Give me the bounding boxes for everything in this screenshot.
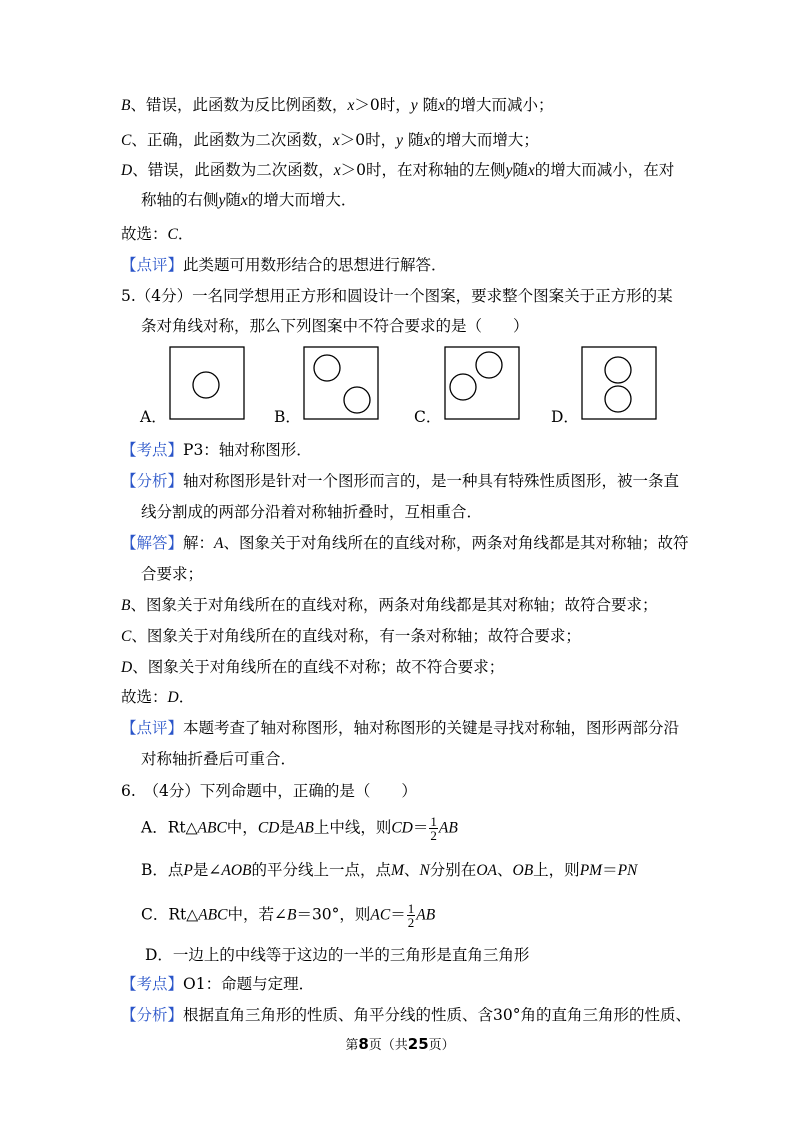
text: 是∠ bbox=[192, 861, 222, 879]
text: ＞0时，在对称轴的左侧 bbox=[340, 161, 506, 179]
analysis-tag: 【分析】 bbox=[121, 1006, 184, 1024]
text: 、错误，此函数为二次函数， bbox=[132, 161, 334, 179]
text: 上中线，则 bbox=[313, 818, 392, 837]
var-x: x bbox=[347, 97, 355, 114]
question-6-option-c bbox=[141, 902, 435, 929]
total-pages: 25 bbox=[407, 1035, 429, 1053]
comment-tag: 【点评】 bbox=[121, 256, 184, 274]
math: ABC bbox=[197, 819, 227, 837]
option-letter: B bbox=[121, 97, 131, 114]
analysis-2-line bbox=[121, 1004, 691, 1026]
fraction-one-half bbox=[429, 815, 438, 842]
denominator: 2 bbox=[407, 915, 415, 930]
solution-tag: 【解答】 bbox=[121, 534, 184, 552]
knowledge-tag: 【考点】 bbox=[121, 975, 184, 993]
circle bbox=[193, 372, 219, 398]
var-y: y bbox=[505, 162, 513, 179]
footer-text: 页（共 bbox=[368, 1038, 408, 1053]
knowledge-text: P3：轴对称图形． bbox=[183, 441, 312, 459]
text: ＞0时， bbox=[339, 131, 397, 149]
text: 的增大而增大． bbox=[247, 191, 357, 209]
text: 、 bbox=[496, 861, 513, 879]
knowledge-text: O1：命题与定理． bbox=[183, 975, 315, 993]
text: A．Rt△ bbox=[141, 818, 198, 837]
circle bbox=[476, 352, 502, 378]
var-y: y bbox=[396, 132, 404, 149]
text: 、错误，此函数为反比例函数， bbox=[130, 96, 348, 114]
comment-2-line-1 bbox=[121, 717, 679, 739]
text: ＞0时， bbox=[354, 96, 411, 114]
option-letter: D bbox=[121, 162, 133, 179]
choice-letter: C bbox=[167, 226, 178, 243]
fraction-one-half bbox=[407, 902, 416, 929]
square bbox=[445, 347, 519, 419]
question-5-line-1: 5.（4分）一名同学想用正方形和圆设计一个图案，要求整个图案关于正方形的某 bbox=[121, 287, 673, 305]
solution-line-1 bbox=[121, 532, 689, 555]
square bbox=[170, 347, 244, 419]
text: 、图象关于对角线所在的直线对称，有一条对称轴；故符合要求； bbox=[131, 627, 581, 645]
figure-a bbox=[168, 345, 248, 421]
math: AOB bbox=[221, 862, 252, 879]
option-letter: D bbox=[121, 659, 133, 676]
comment-2-line-2: 对称轴折叠后可重合． bbox=[141, 750, 297, 768]
math: B bbox=[286, 906, 297, 924]
math: AB bbox=[416, 906, 436, 924]
text: 中， bbox=[226, 818, 258, 837]
math: AB bbox=[294, 819, 314, 837]
math: ABC bbox=[198, 906, 228, 924]
figure-d bbox=[580, 345, 660, 421]
math: CD bbox=[391, 819, 413, 837]
var-x: x bbox=[333, 162, 341, 179]
analysis-text: 轴对称图形是针对一个图形而言的，是一种具有特殊性质图形，被一条直 bbox=[183, 472, 680, 490]
math: PN bbox=[617, 862, 638, 879]
text: ． bbox=[177, 225, 194, 243]
numerator: 1 bbox=[407, 901, 415, 916]
text: 、图象关于对角线所在的直线对称，两条对角线都是其对称轴；故符合要求； bbox=[130, 596, 658, 614]
answer-c-line bbox=[121, 129, 539, 152]
analysis-line-1 bbox=[121, 470, 679, 492]
text: C．Rt△ bbox=[141, 905, 199, 924]
knowledge-tag: 【考点】 bbox=[121, 441, 184, 459]
option-c-label: C． bbox=[414, 408, 442, 426]
option-letter: C bbox=[121, 628, 132, 645]
analysis-text: 根据直角三角形的性质、角平分线的性质、含30°角的直角三角形的性质、 bbox=[183, 1006, 691, 1024]
comment-tag: 【点评】 bbox=[121, 719, 184, 737]
text: 称轴的右侧 bbox=[141, 191, 219, 209]
page-number: 8 bbox=[358, 1035, 369, 1053]
text: 随 bbox=[417, 96, 439, 114]
text: 随 bbox=[225, 191, 241, 209]
text: 的增大而增大； bbox=[430, 131, 539, 149]
circle bbox=[314, 355, 340, 381]
text: 、 bbox=[403, 861, 420, 879]
figure-b bbox=[302, 345, 382, 421]
text: 故选： bbox=[121, 225, 168, 243]
text: ＝ bbox=[602, 861, 618, 879]
option-b-label: B． bbox=[274, 408, 301, 426]
var-x: x bbox=[332, 132, 340, 149]
option-letter: B bbox=[121, 597, 131, 614]
solution-c-line bbox=[121, 625, 581, 648]
text: 的增大而减小； bbox=[444, 96, 554, 114]
text: 、图象关于对角线所在的直线对称，两条对角线都是其对称轴；故符 bbox=[223, 534, 689, 552]
knowledge-line bbox=[121, 439, 312, 461]
numerator: 1 bbox=[430, 814, 437, 829]
math: PM bbox=[579, 862, 603, 879]
circle bbox=[344, 387, 370, 413]
math: AC bbox=[370, 906, 391, 924]
text: ＝ bbox=[412, 818, 429, 837]
text: 是 bbox=[279, 818, 295, 837]
comment-text: 本题考查了轴对称图形，轴对称图形的关键是寻找对称轴，图形两部分沿 bbox=[183, 719, 680, 737]
page-footer bbox=[0, 1034, 800, 1053]
text: 的平分线上一点，点 bbox=[251, 861, 392, 879]
figure-c bbox=[443, 345, 523, 421]
text: ． bbox=[178, 688, 195, 706]
circle bbox=[605, 386, 631, 412]
choice-letter: D bbox=[167, 689, 179, 706]
var-y: y bbox=[218, 192, 226, 209]
var-x: x bbox=[240, 192, 248, 209]
option-letter: C bbox=[121, 132, 132, 149]
text: 中，若∠ bbox=[227, 905, 287, 924]
knowledge-line-2 bbox=[121, 973, 314, 995]
var-x: x bbox=[527, 162, 535, 179]
math: P bbox=[183, 862, 193, 879]
circle bbox=[605, 357, 631, 383]
solution-line-2: 合要求； bbox=[141, 565, 204, 583]
footer-text: 第 bbox=[345, 1038, 359, 1053]
question-5-line-2: 条对角线对称，那么下列图案中不符合要求的是（ ） bbox=[141, 317, 529, 335]
text: 故选： bbox=[121, 688, 168, 706]
denominator: 2 bbox=[430, 828, 437, 843]
var-x: x bbox=[423, 132, 431, 149]
answer-d-line bbox=[121, 159, 674, 182]
text: 上，则 bbox=[533, 861, 580, 879]
choice-line-2 bbox=[121, 686, 194, 709]
option-letter: A bbox=[214, 535, 224, 552]
text: ＝30°，则 bbox=[296, 905, 371, 924]
comment-text: 此类题可用数形结合的思想进行解答． bbox=[183, 256, 447, 274]
math: OA bbox=[476, 862, 497, 879]
analysis-tag: 【分析】 bbox=[121, 472, 184, 490]
option-d-label: D． bbox=[551, 408, 579, 426]
text: 的增大而减小，在对 bbox=[534, 161, 675, 179]
question-6-option-b bbox=[141, 859, 637, 882]
var-x: x bbox=[438, 97, 445, 114]
analysis-line-2: 线分割成的两部分沿着对称轴折叠时，互相重合． bbox=[141, 503, 483, 521]
question-6-option-a bbox=[141, 815, 458, 842]
question-6-line: 6. （4分）下列命题中，正确的是（ ） bbox=[121, 782, 417, 800]
text: 随 bbox=[403, 131, 424, 149]
question-6-option-d: D．一边上的中线等于这边的一半的三角形是直角三角形 bbox=[145, 946, 530, 964]
math: CD bbox=[257, 819, 280, 837]
var-y: y bbox=[410, 97, 418, 114]
text: 、正确，此函数为二次函数， bbox=[131, 131, 333, 149]
answer-d-line-2 bbox=[141, 189, 356, 212]
solution-b-line bbox=[121, 594, 657, 617]
text: 随 bbox=[512, 161, 528, 179]
math: N bbox=[419, 862, 430, 879]
math: OB bbox=[512, 862, 534, 879]
solution-d-line bbox=[121, 656, 504, 679]
math: AB bbox=[438, 819, 458, 837]
text: 、图象关于对角线所在的直线不对称；故不符合要求； bbox=[132, 658, 505, 676]
option-a-label: A． bbox=[140, 408, 167, 426]
comment-line bbox=[121, 254, 447, 276]
text: B．点 bbox=[141, 861, 184, 879]
text: ＝ bbox=[390, 905, 406, 924]
choice-line bbox=[121, 223, 193, 246]
circle bbox=[450, 374, 476, 400]
text: 分别在 bbox=[429, 861, 477, 879]
math: M bbox=[391, 862, 404, 879]
text: 解： bbox=[183, 534, 215, 552]
answer-b-line bbox=[121, 94, 553, 117]
footer-text: 页） bbox=[428, 1038, 455, 1053]
